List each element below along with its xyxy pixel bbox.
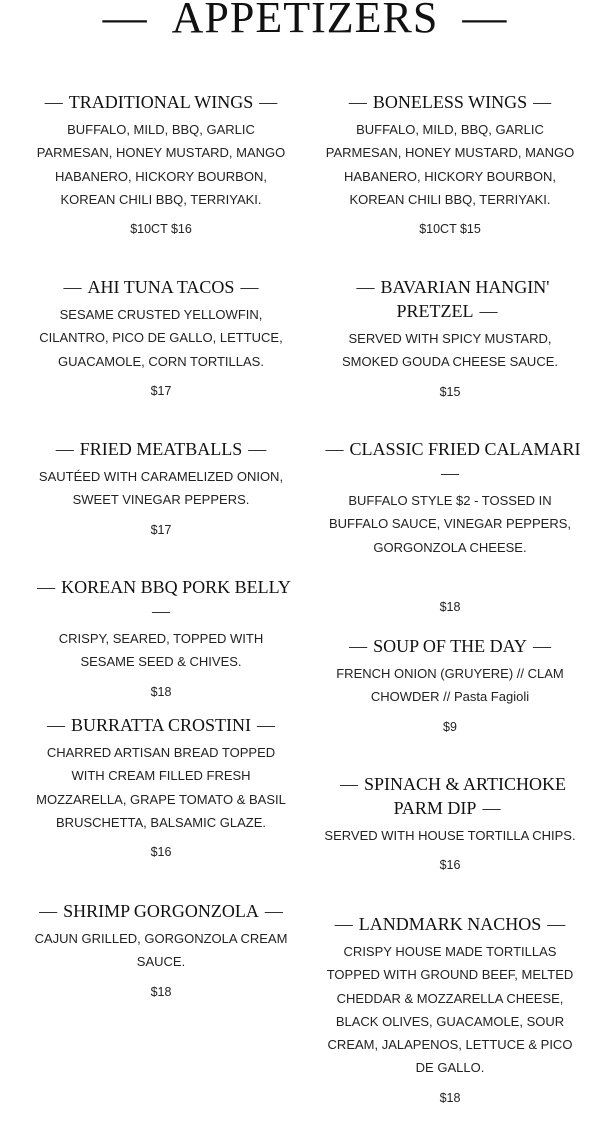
item-description: SAUTÉED WITH CARAMELIZED ONION, SWEET VINEGAR PEPPERS. — [38, 469, 284, 508]
item-price: $18 — [150, 684, 172, 699]
item-name: — BURRATTA CROSTINI — — [46, 715, 276, 735]
title-text: APPETIZERS — [171, 0, 439, 42]
item-description: BUFFALO STYLE $2 - TOSSED IN BUFFALO SAUCE, VINEGAR PEPPERS, GORGONZOLA CHEESE. — [328, 493, 571, 555]
menu-item — [31, 90, 291, 237]
item-description: BUFFALO, MILD, BBQ, GARLIC PARMESAN, HONEY MUSTARD, MANGO HABANERO, HICKORY BOURBON, KOREAN CHILI BBQ, TERRIYAKI. — [325, 122, 575, 207]
menu-item — [319, 912, 581, 1106]
item-name: — FRIED MEATBALLS — — [55, 439, 267, 459]
menu-item — [319, 634, 581, 735]
item-name: — CLASSIC FRIED CALAMARI— — [325, 439, 581, 483]
item-price: $15 — [439, 384, 461, 399]
menu-item — [31, 437, 291, 538]
item-price: $17 — [150, 383, 172, 398]
item-description: SERVED WITH SPICY MUSTARD, SMOKED GOUDA CHEESE SAUCE. — [342, 331, 558, 370]
menu-item — [319, 437, 581, 615]
item-description: SESAME CRUSTED YELLOWFIN, CILANTRO, PICO DE GALLO, LETTUCE, GUACAMOLE, CORN TORTILLAS. — [39, 307, 283, 369]
item-price: $10CT $15 — [419, 222, 481, 237]
item-price: $17 — [150, 522, 172, 537]
item-name: — KOREAN BBQ PORK BELLY— — [37, 577, 291, 621]
item-name: — AHI TUNA TACOS — — [63, 277, 259, 297]
item-price: $16 — [150, 845, 172, 860]
menu-item — [319, 772, 581, 873]
menu-item — [31, 899, 291, 1000]
page-title — [0, 0, 610, 44]
item-description: BUFFALO, MILD, BBQ, GARLIC PARMESAN, HONEY MUSTARD, MANGO HABANERO, HICKORY BOURBON, KOREAN CHILI BBQ, TERRIYAKI. — [36, 122, 286, 207]
item-description: SERVED WITH HOUSE TORTILLA CHIPS. — [324, 828, 576, 843]
menu-item — [31, 713, 291, 860]
item-price: $18 — [150, 984, 172, 999]
item-description: CRISPY, SEARED, TOPPED WITH SESAME SEED & CHIVES. — [58, 631, 264, 670]
item-name: — SHRIMP GORGONZOLA — — [39, 901, 283, 921]
menu-item — [319, 275, 581, 400]
title-dash-right: — — [462, 0, 508, 42]
menu-item — [31, 575, 291, 700]
menu-item — [31, 275, 291, 399]
item-name: — SPINACH & ARTICHOKE PARM DIP — — [340, 774, 566, 818]
item-description: FRENCH ONION (GRUYERE) // CLAM CHOWDER // Pasta Fagioli — [336, 666, 564, 705]
item-price: $18 — [439, 599, 461, 614]
item-description: CHARRED ARTISAN BREAD TOPPED WITH CREAM FILLED FRESH MOZZARELLA, GRAPE TOMATO & BASIL BRUSCHETTA, BALSAMIC GLAZE. — [36, 745, 286, 830]
item-description: CAJUN GRILLED, GORGONZOLA CREAM SAUCE. — [34, 931, 288, 970]
item-name: — BAVARIAN HANGIN' PRETZEL — — [356, 277, 550, 321]
title-dash-left: — — [102, 0, 148, 42]
item-name: — LANDMARK NACHOS — — [334, 914, 566, 934]
item-name: — TRADITIONAL WINGS — — [44, 92, 278, 112]
item-name: — BONELESS WINGS — — [348, 92, 552, 112]
item-price: $9 — [443, 719, 457, 734]
item-price: $18 — [439, 1090, 461, 1105]
item-price: $10CT $16 — [130, 222, 192, 237]
item-description: CRISPY HOUSE MADE TORTILLAS TOPPED WITH GROUND BEEF, MELTED CHEDDAR & MOZZARELLA CHEESE, BLACK OLIVES, GUACAMOLE, SOUR CREAM, JALAPENOS, LETTUCE & PICO DE GALLO. — [326, 944, 574, 1076]
item-name: — SOUP OF THE DAY — — [349, 636, 551, 656]
item-price: $16 — [439, 858, 461, 873]
menu-item — [319, 90, 581, 237]
